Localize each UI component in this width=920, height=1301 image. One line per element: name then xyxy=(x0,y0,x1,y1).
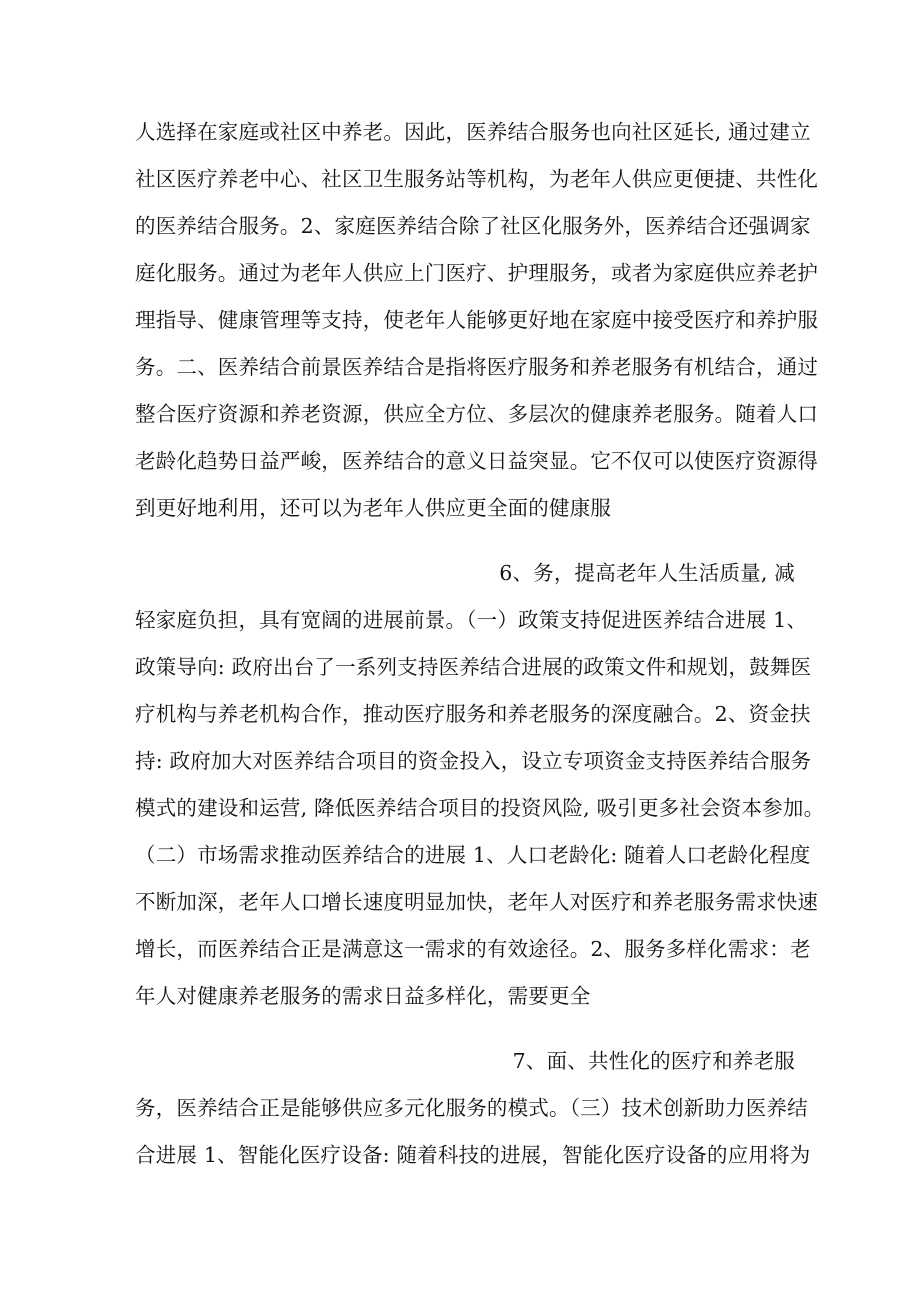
text-line: 社区医疗养老中心、社区卫生服务站等机构，为老年人供应更便捷、共性化 xyxy=(135,167,819,191)
text-line: 疗机构与养老机构合作，推动医疗服务和养老服务的深度融合。2、资金扶 xyxy=(135,702,811,726)
section-heading-line: 6、务，提高老年人生活质量, 减 xyxy=(499,561,795,585)
text-line: 务。二、医养结合前景医养结合是指将医疗服务和养老服务有机结合，通过 xyxy=(135,355,819,379)
text-line: 庭化服务。通过为老年人供应上门医疗、护理服务，或者为家庭供应养老护 xyxy=(135,261,819,285)
text-line: 理指导、健康管理等支持，使老年人能够更好地在家庭中接受医疗和养护服 xyxy=(135,308,819,332)
text-line: 模式的建设和运营, 降低医养结合项目的投资风险, 吸引更多社会资本参加。 xyxy=(135,796,825,820)
text-line: 人选择在家庭或社区中养老。因此，医养结合服务也向社区延长, 通过建立 xyxy=(135,120,811,144)
text-line: 轻家庭负担，具有宽阔的进展前景。（一）政策支持促进医养结合进展 1、 xyxy=(135,608,808,632)
text-line: 政策导向: 政府出台了一系列支持医养结合进展的政策文件和规划，鼓舞医 xyxy=(135,655,812,679)
text-line: 不断加深，老年人口增长速度明显加快，老年人对医疗和养老服务需求快速 xyxy=(135,890,819,914)
text-line: 务，医养结合正是能够供应多元化服务的模式。（三）技术创新助力医养结 xyxy=(135,1096,808,1120)
section-heading-line: 7、面、共性化的医疗和养老服 xyxy=(512,1049,795,1073)
text-line: 合进展 1、智能化医疗设备: 随着科技的进展，智能化医疗设备的应用将为 xyxy=(135,1143,811,1167)
text-line: 年人对健康养老服务的需求日益多样化，需要更全 xyxy=(135,984,591,1008)
text-line: 到更好地利用，还可以为老年人供应更全面的健康服 xyxy=(135,496,612,520)
text-line: 增长，而医养结合正是满意这一需求的有效途径。2、服务多样化需求：老 xyxy=(135,937,811,961)
text-line: 整合医疗资源和养老资源，供应全方位、多层次的健康养老服务。随着人口 xyxy=(135,402,819,426)
text-line: 老龄化趋势日益严峻，医养结合的意义日益突显。它不仅可以使医疗资源得 xyxy=(135,449,819,473)
text-line: 的医养结合服务。2、家庭医养结合除了社区化服务外，医养结合还强调家 xyxy=(135,214,811,238)
text-line: 持: 政府加大对医养结合项目的资金投入，设立专项资金支持医养结合服务 xyxy=(135,749,812,773)
text-line: （二）市场需求推动医养结合的进展 1、人口老龄化: 随着人口老龄化程度 xyxy=(135,843,811,867)
